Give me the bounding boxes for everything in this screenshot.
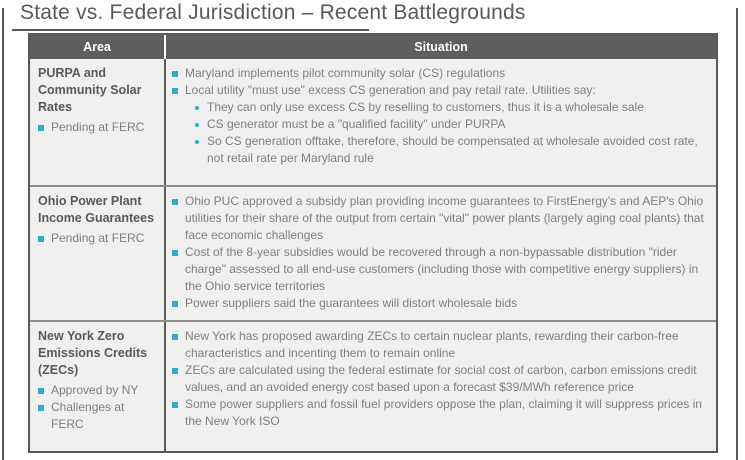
square-bullet-icon [172, 301, 178, 307]
table-header-row [30, 35, 716, 59]
bullet-item [172, 244, 706, 295]
bullet-text: Some power suppliers and fossil fuel providers oppose the plan, claiming it will suppress prices in the New York ISO [185, 397, 702, 428]
bullet-text: ZECs are calculated using the federal estimate for social cost of carbon, carbon emissions credit values, and an avoided energy cost based upon a forecast $39/MWh reference price [185, 363, 697, 394]
title-underline [12, 29, 369, 31]
bullet-item [38, 399, 159, 433]
square-bullet-icon [172, 402, 178, 408]
bullet-text: Ohio PUC approved a subsidy plan providing income guarantees to FirstEnergy's and AEP's Ohio utilities for their share of the output from certain "vital" power plants (largely aging coal plants) that face economic challenges [185, 194, 704, 242]
bullet-text: New York has proposed awarding ZECs to certain nuclear plants, rewarding their carbon-free characteristics and incenting them to remain online [185, 329, 679, 360]
column-header-situation: Situation [414, 40, 468, 54]
bullet-item [172, 396, 706, 430]
battlegrounds-table [28, 33, 718, 453]
page-right-border [736, 8, 738, 460]
dot-bullet-icon [195, 123, 199, 127]
bullet-item [172, 362, 706, 396]
square-bullet-icon [38, 125, 44, 131]
square-bullet-icon [172, 250, 178, 256]
bullet-text: Challenges at FERC [51, 400, 125, 431]
bullet-text: They can only use excess CS by reselling to customers, thus it is a wholesale sale [207, 100, 644, 114]
square-bullet-icon [172, 88, 178, 94]
page-left-border [2, 8, 4, 460]
bullet-text: CS generator must be a "qualified facility" under PURPA [207, 117, 506, 131]
bullet-text: Approved by NY [51, 383, 139, 397]
square-bullet-icon [38, 388, 44, 394]
bullet-item [172, 65, 706, 82]
square-bullet-icon [38, 405, 44, 411]
area-title: PURPA and Community Solar Rates [38, 66, 142, 114]
bullet-item [38, 119, 159, 136]
bullet-text: So CS generation offtake, therefore, should be compensated at wholesale avoided cost rate, not retail rate per Maryland rule [207, 134, 698, 165]
bullet-item [172, 328, 706, 362]
square-bullet-icon [38, 236, 44, 242]
bullet-text: Local utility "must use" excess CS generation and pay retail rate. Utilities say: [185, 83, 596, 97]
area-cell [30, 322, 166, 451]
square-bullet-icon [172, 368, 178, 374]
bullet-text: Maryland implements pilot community solar (CS) regulations [185, 66, 506, 80]
bullet-text: Cost of the 8-year subsidies would be recovered through a non-bypassable distribution "rider charge" assessed to all end-use customers (including those with competitive energy suppliers) in the Ohio service territories [185, 245, 699, 293]
bullet-item [193, 99, 706, 116]
area-title: New York Zero Emissions Credits (ZECs) [38, 329, 148, 377]
situation-cell [166, 187, 716, 320]
area-title: Ohio Power Plant Income Guarantees [38, 194, 155, 225]
bullet-item [38, 230, 159, 247]
table-row [30, 185, 716, 320]
table-body [30, 59, 716, 451]
page-title: State vs. Federal Jurisdiction – Recent Battlegrounds [20, 1, 526, 24]
square-bullet-icon [172, 199, 178, 205]
area-cell [30, 187, 166, 320]
bullet-item [193, 133, 706, 167]
bullet-text: Pending at FERC [51, 231, 145, 245]
bullet-item [172, 82, 706, 99]
dot-bullet-icon [195, 106, 199, 110]
bullet-item [172, 295, 706, 312]
bullet-text: Pending at FERC [51, 120, 145, 134]
situation-cell [166, 59, 716, 185]
bullet-item [38, 382, 159, 399]
area-cell [30, 59, 166, 185]
dot-bullet-icon [195, 140, 199, 144]
column-header-area: Area [30, 35, 166, 59]
square-bullet-icon [172, 334, 178, 340]
bullet-text: Power suppliers said the guarantees will distort wholesale bids [185, 296, 518, 310]
square-bullet-icon [172, 71, 178, 77]
bullet-item [193, 116, 706, 133]
table-row [30, 320, 716, 451]
bullet-item [172, 193, 706, 244]
situation-cell [166, 322, 716, 451]
table-row [30, 59, 716, 185]
